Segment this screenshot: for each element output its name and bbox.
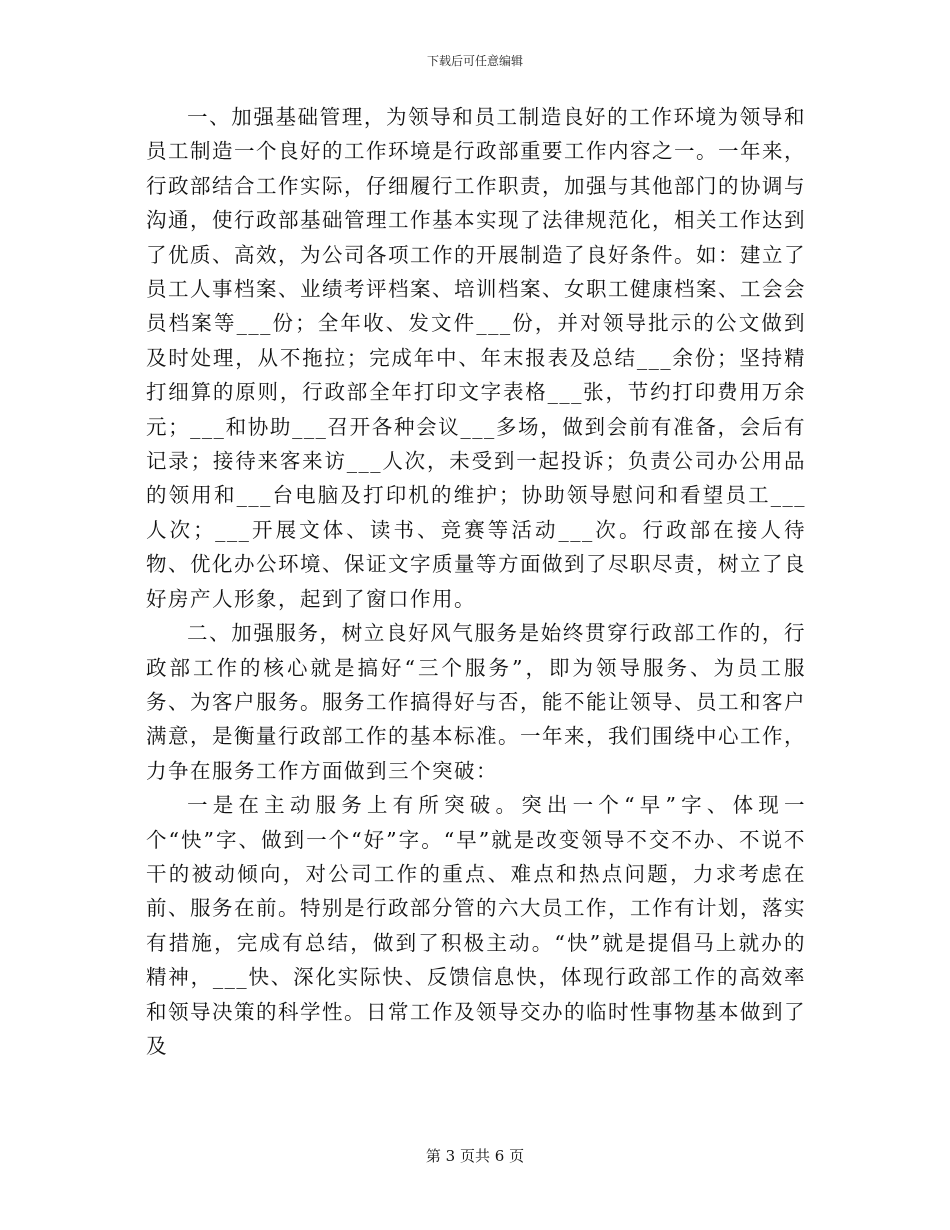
page-number-footer: 第 3 页共 6 页	[425, 1147, 525, 1165]
paragraph-service: 二、加强服务，树立良好风气服务是始终贯穿行政部工作的，行政部工作的核心就是搞好“三个服务”，即为领导服务、为员工服务、为客户服务。服务工作搞得好与否，能不能让领导、员工和客户满意，是衡量行政部工作的基本标准。一年来，我们围绕中心工作，力争在服务工作方面做到三个突破：	[146, 621, 806, 783]
page-header-note: 下载后可任意编辑	[426, 54, 523, 68]
paragraph-proactive-service: 一是在主动服务上有所突破。突出一个“早”字、体现一个“快”字、做到一个“好”字。“早”就是改变领导不交不办、不说不干的被动倾向，对公司工作的重点、难点和热点问题，力求考虑在前、服务在前。特别是行政部分管的六大员工作，工作有计划，落实有措施，完成有总结，做到了积极主动。“快”就是提倡马上就办的精神，___快、深化实际快、反馈信息快，体现行政部工作的高效率和领导决策的科学性。日常工作及领导交办的临时性事物基本做到了及	[146, 793, 806, 1058]
document-body	[146, 100, 806, 1063]
paragraph-basic-management: 一、加强基础管理，为领导和员工制造良好的工作环境为领导和员工制造一个良好的工作环境是行政部重要工作内容之一。一年来，行政部结合工作实际，仔细履行工作职责，加强与其他部门的协调与沟通，使行政部基础管理工作基本实现了法律规范化，相关工作达到了优质、高效，为公司各项工作的开展制造了良好条件。如：建立了员工人事档案、业绩考评档案、培训档案、女职工健康档案、工会会员档案等___份；全年收、发文件___份，并对领导批示的公文做到及时处理，从不拖拉；完成年中、年末报表及总结___余份；坚持精打细算的原则，行政部全年打印文字表格___张，节约打印费用万余元；___和协助___召开各种会议___多场，做到会前有准备，会后有记录；接待来客来访___人次，未受到一起投诉；负责公司办公用品的领用和___台电脑及打印机的维护；协助领导慰问和看望员工___人次；___开展文体、读书、竞赛等活动___次。行政部在接人待物、优化办公环境、保证文字质量等方面做到了尽职尽责，树立了良好房产人形象，起到了窗口作用。	[146, 105, 806, 611]
